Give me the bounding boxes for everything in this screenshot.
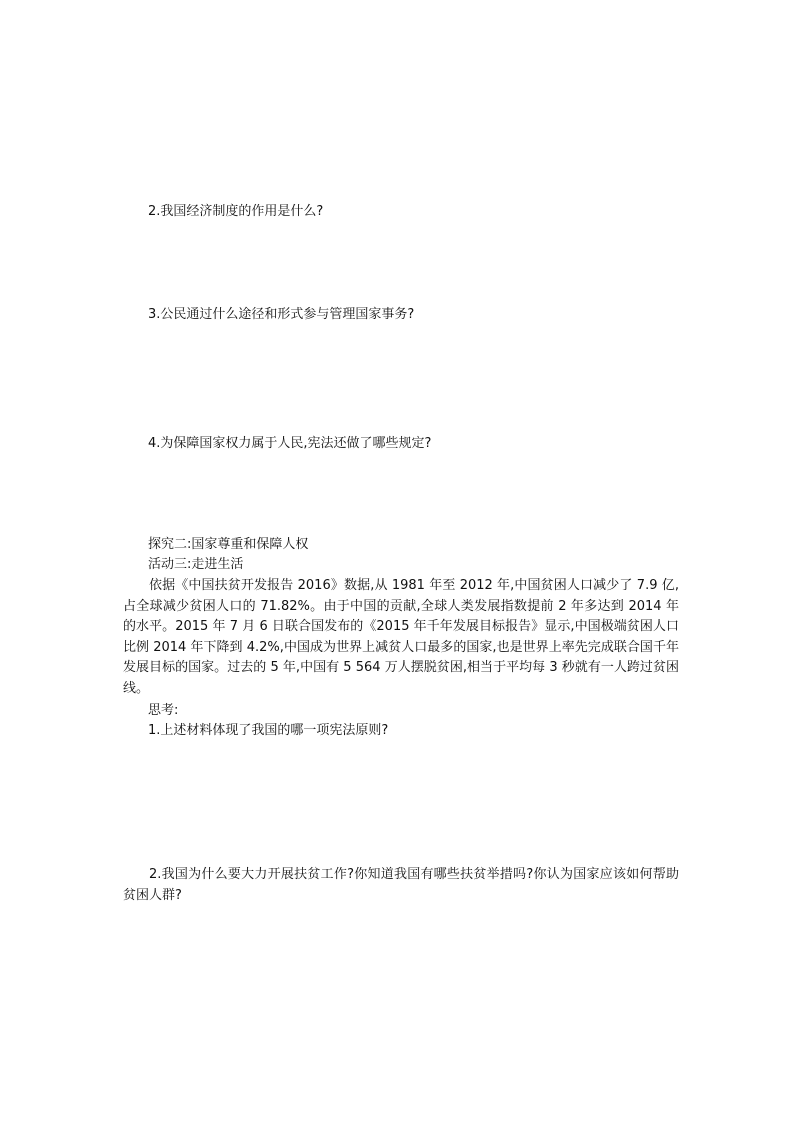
question-4-constitution-provisions: 4.为保障国家权力属于人民,宪法还做了哪些规定? bbox=[148, 436, 432, 451]
activity-title: 活动三:走进生活 bbox=[148, 557, 244, 572]
question-2-economic-system: 2.我国经济制度的作用是什么? bbox=[148, 204, 324, 219]
material-paragraph: 依据《中国扶贫开发报告 2016》数据,从 1981 年至 2012 年,中国贫困人口减少了 7.9 亿,占全球减少贫困人口的 71.82%。由于中国的贡献,全球人类发展指数提前 2 年多达到 2014 年的水平。2015 年 7 月 6 日联合国发布的《2015 年千年发展目标报告》显示,中国极端贫困人口比例 2014 年下降到 4.2%,中国成为世界上减贫人口最多的国家,也是世界上率先完成联合国千年发展目标的国家。过去的 5 年,中国有 5 564 万人摆脱贫困,相当于平均每 3 秒就有一人跨过贫困线。 bbox=[123, 578, 679, 696]
think-question-1: 1.上述材料体现了我国的哪一项宪法原则? bbox=[148, 723, 389, 738]
section-heading-human-rights: 探究二:国家尊重和保障人权 bbox=[148, 537, 309, 552]
think-question-2: 2.我国为什么要大力开展扶贫工作?你知道我国有哪些扶贫举措吗?你认为国家应该如何帮助贫困人群? bbox=[123, 867, 679, 903]
question-3-citizen-participation: 3.公民通过什么途径和形式参与管理国家事务? bbox=[148, 307, 415, 322]
think-label: 思考: bbox=[148, 703, 179, 718]
